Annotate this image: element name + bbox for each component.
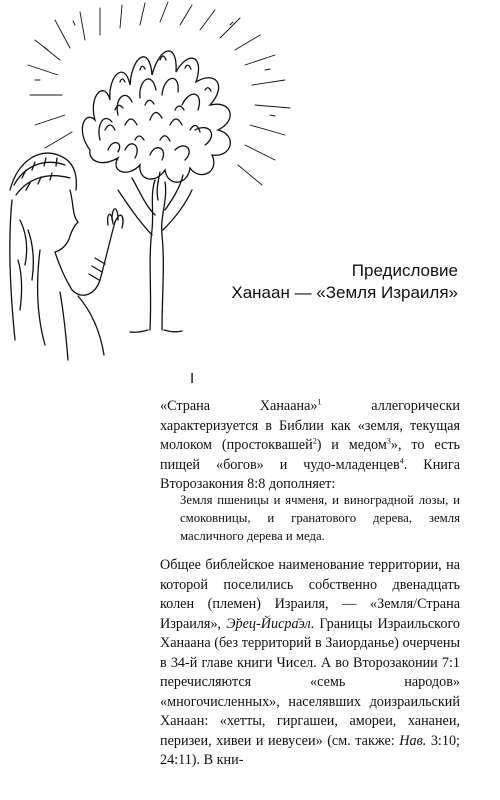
text-span: . Границы Израильского Ханаана (без территорий в Заиорданье) очерчены в 34-й главе книги Чисел. А во Второзаконии 7:1 перечисляются «семь народов» «многочисленных», населявших доизраильский Ханаан: «хетты, гиргашеи, амореи, хананеи, перизеи, хивеи и иевусеи» (см. также: xyxy=(160,615,460,749)
burning-bush-drawing xyxy=(0,0,330,365)
text-span: аллегорически характеризуется в Библии как «земля, текущая молоком (простоквашей xyxy=(160,398,460,453)
chapter-title: Ханаан — «Земля Израиля» xyxy=(231,283,458,302)
text-span: «Страна Ханаана» xyxy=(160,398,318,414)
text-span: . Книга Второзакония 8:8 дополняет: xyxy=(160,456,460,492)
radiating-rays xyxy=(28,2,290,185)
footnote-marker[interactable]: 2 xyxy=(312,436,317,446)
flames xyxy=(82,51,230,182)
paragraph-2 xyxy=(160,556,460,771)
quote-text: Земля пшеницы и ячменя, и виноградной лозы, и смоковницы, и гранатового дерева, земля масличного дерева и меда. xyxy=(180,493,460,543)
footnote-marker[interactable]: 3 xyxy=(386,436,391,446)
footnote-marker[interactable]: 4 xyxy=(399,455,404,465)
footnote-marker[interactable]: 1 xyxy=(317,397,322,407)
text-span: 3:10; 24:11). В кни- xyxy=(160,732,460,768)
text-span: », то есть пищей «богов» и чудо-младенцев xyxy=(160,437,460,473)
text-span: ) и медом xyxy=(316,437,387,453)
praying-figure xyxy=(10,153,123,360)
chapter-headings xyxy=(231,260,458,304)
burning-bush-illustration xyxy=(0,0,330,365)
section-number: I xyxy=(190,370,195,387)
paragraph-1 xyxy=(160,397,460,495)
transliteration: Э̆рец-Йисра̄эл xyxy=(226,615,311,632)
block-quote xyxy=(180,491,460,545)
preface-heading: Предисловие xyxy=(351,261,458,280)
tree-trunk xyxy=(118,172,192,332)
book-reference: Нав. xyxy=(399,732,427,749)
text-span: Общее библейское наименование территории, на которой поселились собственно двенадцать колен (племен) Израиля, — «Земля/Страна Израиля», xyxy=(160,557,460,632)
